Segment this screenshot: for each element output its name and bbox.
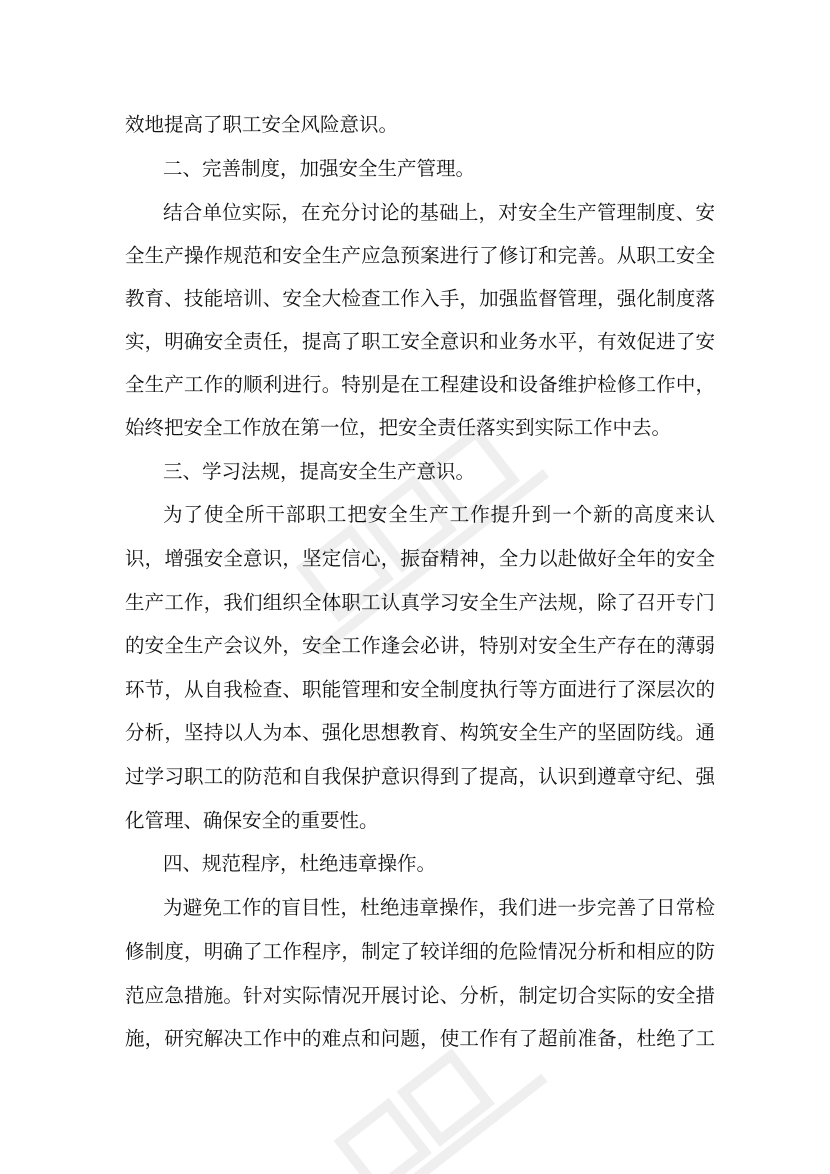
paragraph-line: 范应急措施。针对实际情况开展讨论、分析，制定切合实际的安全措 (125, 984, 715, 1007)
section-heading: 四、规范程序，杜绝违章操作。 (163, 852, 437, 875)
paragraph-line: 环节，从自我检查、职能管理和安全制度执行等方面进行了深层次的 (125, 678, 715, 701)
paragraph-line: 效地提高了职工安全风险意识。 (125, 113, 399, 136)
section-heading: 二、完善制度，加强安全生产管理。 (163, 157, 476, 180)
paragraph-line: 化管理、确保安全的重要性。 (125, 809, 379, 832)
paragraph-line: 生产工作，我们组织全体职工认真学习安全生产法规，除了召开专门 (125, 591, 715, 614)
paragraph-line: 始终把安全工作放在第一位，把安全责任落实到实际工作中去。 (125, 416, 672, 439)
paragraph-line: 为避免工作的盲目性，杜绝违章操作，我们进一步完善了日常检 (163, 896, 715, 919)
paragraph-line: 过学习职工的防范和自我保护意识得到了提高，认识到遵章守纪、强 (125, 765, 715, 788)
paragraph-line: 全生产工作的顺利进行。特别是在工程建设和设备维护检修工作中， (125, 373, 715, 396)
paragraph-line: 识，增强安全意识，坚定信心，振奋精神，全力以赴做好全年的安全 (125, 547, 715, 570)
paragraph-line: 教育、技能培训、安全大检查工作入手，加强监督管理，强化制度落 (125, 287, 715, 310)
paragraph-line: 分析，坚持以人为本、强化思想教育、构筑安全生产的坚固防线。通 (125, 721, 715, 744)
section-heading: 三、学习法规，提高安全生产意识。 (163, 460, 476, 483)
paragraph-line: 为了使全所干部职工把安全生产工作提升到一个新的高度来认 (163, 503, 715, 526)
paragraph-line: 施，研究解决工作中的难点和问题，使工作有了超前准备，杜绝了工 (125, 1027, 715, 1050)
paragraph-line: 全生产操作规范和安全生产应急预案进行了修订和完善。从职工安全 (125, 244, 715, 267)
paragraph-line: 实，明确安全责任，提高了职工安全意识和业务水平，有效促进了安 (125, 330, 715, 353)
paragraph-line: 修制度，明确了工作程序，制定了较详细的危险情况分析和相应的防 (125, 940, 715, 963)
paragraph-line: 结合单位实际，在充分讨论的基础上，对安全生产管理制度、安 (163, 201, 715, 224)
paragraph-line: 的安全生产会议外，安全工作逢会必讲，特别对安全生产存在的薄弱 (125, 634, 715, 657)
